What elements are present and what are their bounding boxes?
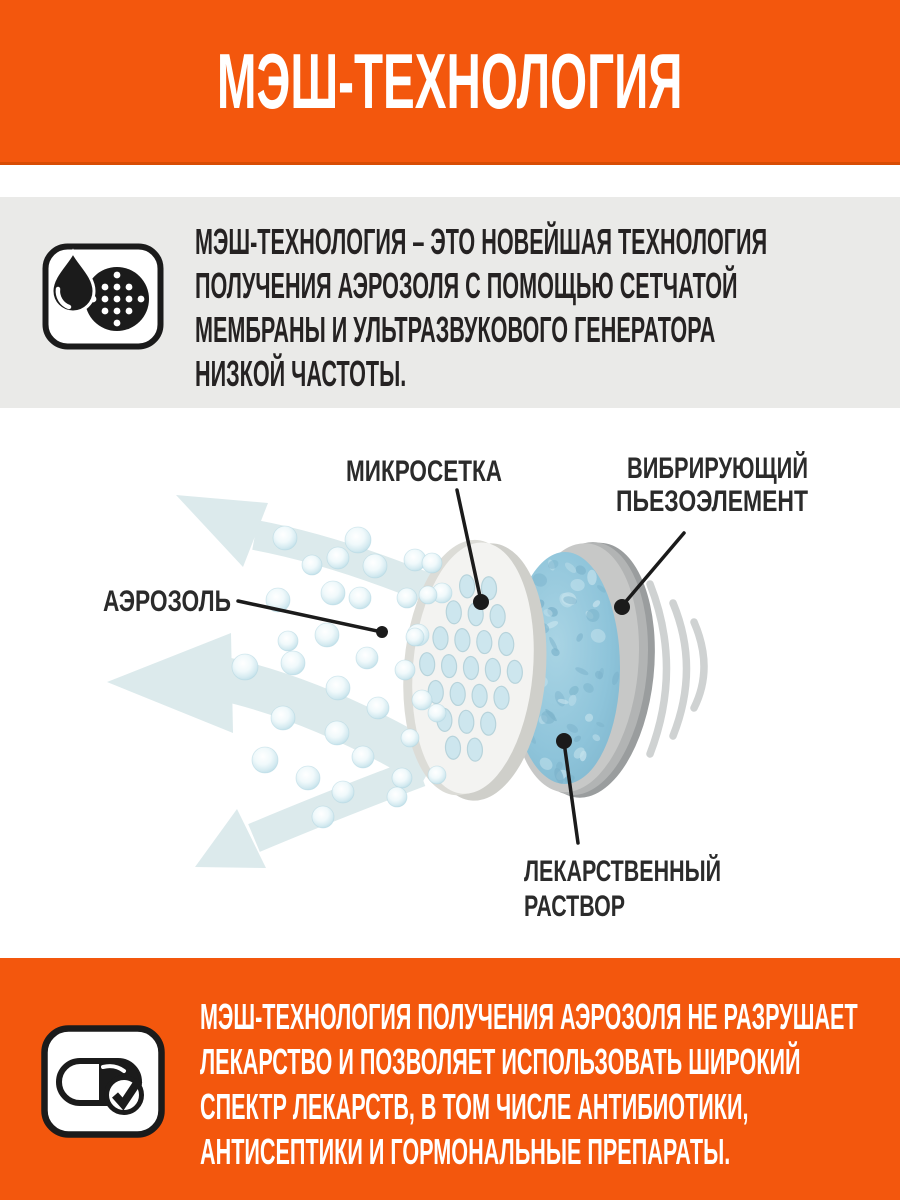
outro-line: АНТИСЕПТИКИ И ГОРМОНАЛЬНЫЕ ПРЕПАРАТЫ. xyxy=(200,1131,731,1172)
label-piezo-1: ВИБРИРУЮЩИЙ xyxy=(627,452,877,485)
label-aerosol: АЭРОЗОЛЬ xyxy=(103,585,231,618)
label-piezo-2: ПЬЕЗОЭЛЕМЕНТ xyxy=(616,485,808,518)
intro-line: МЭШ-ТЕХНОЛОГИЯ – ЭТО НОВЕЙШАЯ ТЕХНОЛОГИЯ xyxy=(195,221,768,262)
divider-gap xyxy=(0,165,900,197)
label-solution-2: РАСТВОР xyxy=(524,890,625,923)
intro-line: НИЗКОЙ ЧАСТОТЫ. xyxy=(195,353,407,394)
footer-band xyxy=(0,958,900,1200)
label-solution-1: ЛЕКАРСТВЕННЫЙ xyxy=(524,855,800,888)
vibration-waves-icon xyxy=(650,584,704,754)
outro-line: МЭШ-ТЕХНОЛОГИЯ ПОЛУЧЕНИЯ АЭРОЗОЛЯ НЕ РАЗРУШАЕТ xyxy=(200,996,858,1037)
label-mesh: МИКРОСЕТКА xyxy=(346,455,502,488)
intro-line: ПОЛУЧЕНИЯ АЭРОЗОЛЯ С ПОМОЩЬЮ СЕТЧАТОЙ xyxy=(195,265,738,306)
mesh-diagram xyxy=(0,408,900,958)
intro-section xyxy=(0,197,900,408)
outro-text xyxy=(200,958,900,1174)
droplet-mesh-icon xyxy=(42,243,164,350)
outro-line: СПЕКТР ЛЕКАРСТВ, В ТОМ ЧИСЛЕ АНТИБИОТИКИ, xyxy=(200,1086,749,1127)
intro-line: МЕМБРАНЫ И УЛЬТРАЗВУКОВОГО ГЕНЕРАТОРА xyxy=(195,309,716,350)
aerosol-arrows xyxy=(107,495,432,868)
droplet-mesh-icon-svg xyxy=(42,243,164,350)
page-title: МЭШ-ТЕХНОЛОГИЯ xyxy=(217,36,683,125)
pill-check-icon xyxy=(41,1025,165,1138)
header-band xyxy=(0,0,900,165)
intro-text xyxy=(195,197,900,396)
outro-line: ЛЕКАРСТВО И ПОЗВОЛЯЕТ ИСПОЛЬЗОВАТЬ ШИРОКИЙ xyxy=(200,1041,801,1082)
pill-check-icon-svg xyxy=(41,1025,165,1138)
mesh-diagram-section xyxy=(0,408,900,958)
